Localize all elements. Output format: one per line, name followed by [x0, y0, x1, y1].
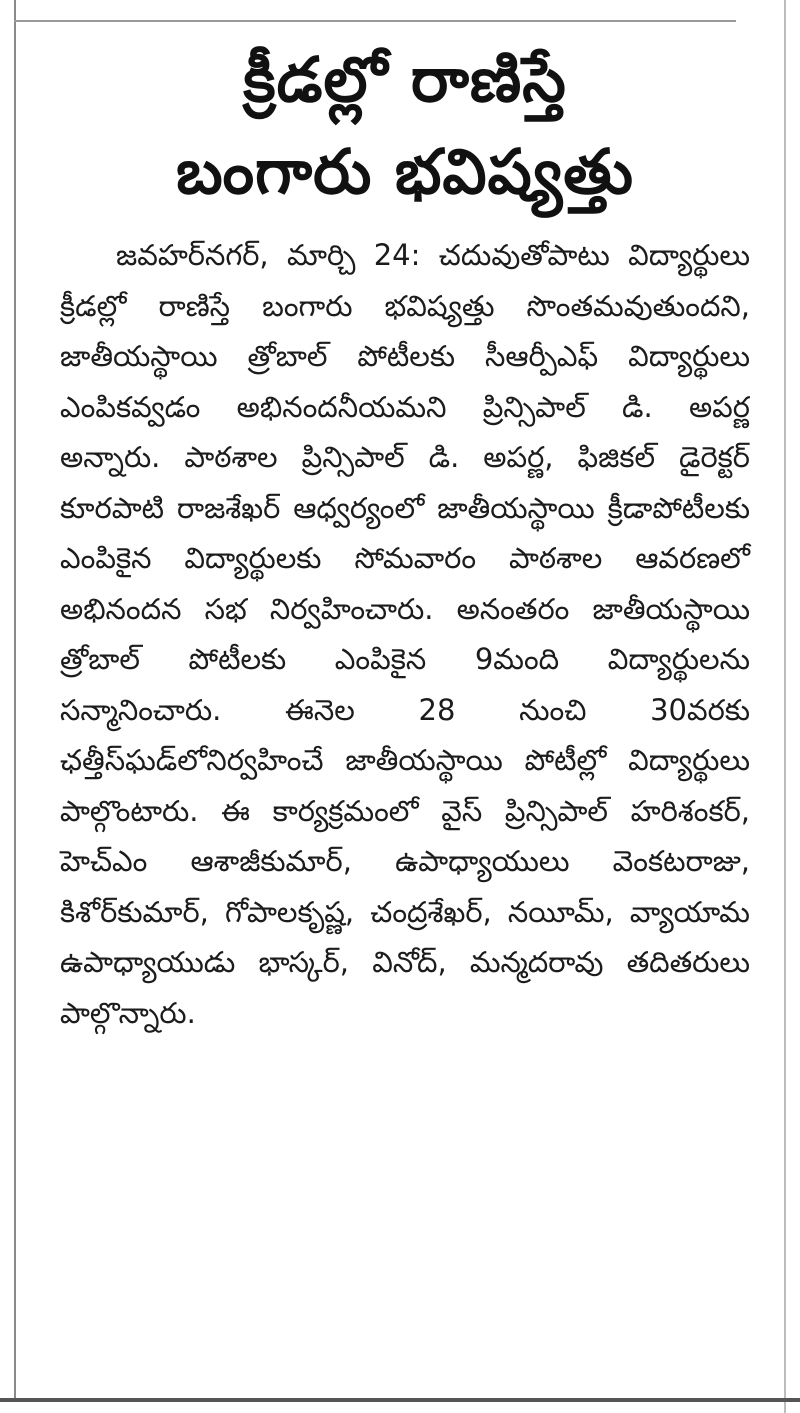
top-column-rule: [14, 20, 736, 22]
news-article: [60, 34, 750, 1038]
headline-line-1: క్రీడల్లో రాణిస్తే: [243, 43, 567, 116]
headline: [60, 34, 750, 218]
headline-line-2: బంగారు భవిష్యత్తు: [176, 135, 634, 208]
right-edge-rule: [784, 0, 786, 1413]
left-column-rule: [14, 0, 16, 1398]
dateline: జవహర్‌నగర్, మార్చి 24:: [116, 238, 421, 272]
article-body-text: చదువుతోపాటు విద్యార్థులు క్రీడల్లో రాణిస్తే బంగారు భవిష్యత్తు సొంతమవుతుందని, జాతీయస్థాయి త్రోబాల్ పోటీలకు సీఆర్పీఎఫ్ విద్యార్థులు ఎంపికవ్వడం అభినందనీయమని ప్రిన్సిపాల్ డి. అపర్ణ అన్నారు. పాఠశాల ప్రిన్సిపాల్ డి. అపర్ణ, ఫిజికల్ డైరెక్టర్ కూరపాటి రాజశేఖర్ ఆధ్వర్యంలో జాతీయస్థాయి క్రీడాపోటీలకు ఎంపికైన విద్యార్థులకు సోమవారం పాఠశాల ఆవరణలో అభినందన సభ నిర్వహించారు. అనంతరం జాతీయస్థాయి త్రోబాల్ పోటీలకు ఎంపికైన 9మంది విద్యార్థులను సన్మానించారు. ఈనెల 28 నుంచి 30వరకు ఛత్తీస్‌ఘడ్‌లోనిర్వహించే జాతీయస్థాయి పోటీల్లో విద్యార్థులు పాల్గొంటారు. ఈ కార్యక్రమంలో వైస్ ప్రిన్సిపాల్ హరిశంకర్, హెచ్ఎం ఆశాజీకుమార్, ఉపాధ్యాయులు వెంకటరాజు, కిశోర్‌కుమార్, గోపాలకృష్ణ, చంద్రశేఖర్, నయీమ్, వ్యాయామ ఉపాధ్యాయుడు భాస్కర్, వినోద్, మన్మదరావు తదితరులు పాల్గొన్నారు.: [60, 238, 751, 1030]
bottom-column-rule: [0, 1398, 800, 1402]
article-body: [60, 230, 750, 1038]
